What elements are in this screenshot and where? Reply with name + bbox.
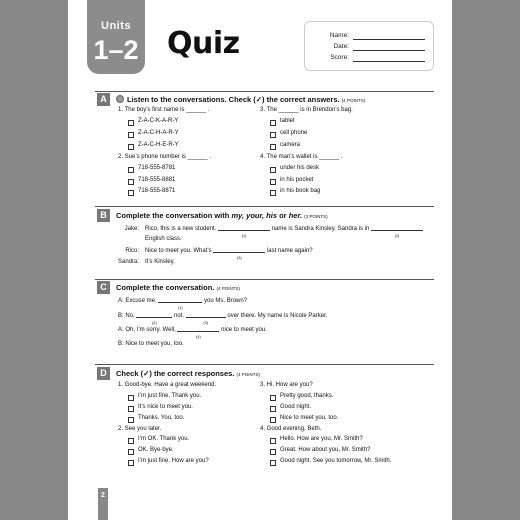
checkbox[interactable]	[128, 438, 134, 444]
checkbox[interactable]	[270, 190, 276, 196]
page-title: Quiz	[167, 26, 240, 61]
checkbox[interactable]	[270, 120, 276, 126]
section-a-title: Listen to the conversations. Check (✓) the correct answers. (4 POINTS)	[116, 95, 365, 104]
name-field[interactable]: Name:	[305, 32, 433, 44]
answer-blank[interactable]: (1)	[218, 230, 270, 231]
question-a2: 2. Sue’s phone number is ______ .	[118, 154, 211, 160]
dialogue-line: A: Excuse me. (1) you Ms. Brown?	[118, 298, 248, 310]
units-tab	[87, 0, 145, 74]
section-divider	[95, 364, 434, 365]
checkbox[interactable]	[270, 460, 276, 466]
units-range: 1–2	[93, 35, 139, 65]
answer-blank[interactable]: (2)	[136, 317, 172, 318]
speaker-label: Rico:	[125, 248, 139, 254]
question-a4: 4. The man’s wallet is ______ .	[260, 154, 343, 160]
checkbox[interactable]	[270, 179, 276, 185]
date-field[interactable]: Date:	[305, 43, 433, 55]
checkbox[interactable]	[128, 167, 134, 173]
dialogue-line: B: Nice to meet you, too.	[118, 341, 184, 347]
checkbox[interactable]	[270, 144, 276, 150]
checkbox[interactable]	[128, 449, 134, 455]
question-a3: 3. The ______ is in Brendon’s bag.	[260, 107, 353, 113]
question-a1: 1. The boy’s first name is ______ .	[118, 107, 210, 113]
answer-blank[interactable]: (3)	[213, 252, 265, 253]
answer-blank[interactable]: (2)	[371, 230, 423, 231]
checkbox[interactable]	[270, 167, 276, 173]
checkbox[interactable]	[128, 120, 134, 126]
audio-cd-icon	[116, 95, 124, 103]
question-d1: 1. Good-bye. Have a great weekend.	[118, 382, 217, 388]
checkbox[interactable]	[128, 395, 134, 401]
section-b-badge: B	[97, 209, 110, 222]
checkbox[interactable]	[128, 190, 134, 196]
dialogue-line: B: No, (2) not. (3) over there. My name is Nicole Parker.	[118, 313, 328, 325]
question-d2: 2. See you later.	[118, 426, 162, 432]
units-label: Units	[101, 20, 131, 32]
section-a-badge: A	[97, 93, 110, 106]
section-divider	[95, 91, 434, 92]
checkbox[interactable]	[128, 406, 134, 412]
checkbox[interactable]	[270, 132, 276, 138]
checkbox[interactable]	[128, 132, 134, 138]
quiz-page: Units 1–2 Quiz Name: Date: Score: A Listen to the conversations. Check (✓) the correct answers. (4 POINTS) 1. The boy’s first name is ______ . Z-A-C-K-A-R-Y Z-A-C-H-A-R-Y Z-A-C-H-E-R-Y 2. Sue’s phone number is ______ . 718-555-8781 718-555-8881 718-555-8871 3. The ______ is in Brendon’s bag. tablet cell phone camera 4. The man’s wallet is ______ . under his desk in his pocket in his book bag B Complete the conversation with my, your, his or her. (3 POINTS) Jake: Rico, this is a new student. (1) name is Sandra Kinsley. Sandra is in (2) English class. Rico: Nice to meet you. What’s (3) last name again? Sandra: It’s Kinsley. C Complete the conversation. (4 POINTS) A: Excuse me. (1) you Ms. Brown? B: No, (2) not. (3) over there. My name is Nicole Parker. A: Oh, I’m sorry. Well, (4) nice to meet you. B: Nice to meet you, too. D Check (✓) the correct responses. (4 POINTS) 1. Good-bye. Have a great weekend. I’m just fine. Thank you. It’s nice to meet you. Thanks. You, too. 2. See you later. I’m OK. Thank you. OK. Bye-bye. I’m just fine. How are you? 3. Hi. How are you? Pretty good, thanks. Good night. Nice to meet you, too. 4. Good evening, Beth. Hello. How are you, Mr. Smith? Great. How about you, Mr. Smith? Good night. See you tomorrow, Mr. Smith. 2	[68, 0, 452, 520]
section-d-badge: D	[97, 367, 110, 380]
checkbox[interactable]	[128, 179, 134, 185]
section-c-title: Complete the conversation. (4 POINTS)	[116, 283, 240, 292]
section-divider	[95, 206, 434, 207]
score-field[interactable]: Score:	[305, 54, 433, 66]
student-info-box	[304, 21, 434, 71]
section-b-title: Complete the conversation with my, your, his or her. (3 POINTS)	[116, 211, 328, 220]
checkbox[interactable]	[270, 406, 276, 412]
question-d4: 4. Good evening, Beth.	[260, 426, 322, 432]
checkbox[interactable]	[270, 449, 276, 455]
section-divider	[95, 279, 434, 280]
checkbox[interactable]	[270, 417, 276, 423]
page-number: 2	[101, 492, 105, 499]
checkbox[interactable]	[270, 438, 276, 444]
section-d-title: Check (✓) the correct responses. (4 POINTS)	[116, 369, 261, 378]
speaker-label: Jake:	[124, 226, 139, 232]
answer-blank[interactable]: (1)	[158, 302, 202, 303]
dialogue-line: Rico, this is a new student. (1) name is Sandra Kinsley. Sandra is in (2)	[145, 226, 423, 232]
checkbox[interactable]	[128, 460, 134, 466]
answer-blank[interactable]: (3)	[186, 317, 226, 318]
question-d3: 3. Hi. How are you?	[260, 382, 313, 388]
speaker-label: Sandra:	[117, 259, 139, 265]
checkbox[interactable]	[270, 395, 276, 401]
section-c-badge: C	[97, 281, 110, 294]
dialogue-line: Nice to meet you. What’s (3) last name again?	[145, 248, 313, 260]
checkbox[interactable]	[128, 144, 134, 150]
checkbox[interactable]	[128, 417, 134, 423]
answer-blank[interactable]: (4)	[177, 331, 219, 332]
dialogue-line: A: Oh, I’m sorry. Well, (4) nice to meet you.	[118, 327, 267, 339]
dialogue-line: It’s Kinsley.	[145, 259, 175, 265]
